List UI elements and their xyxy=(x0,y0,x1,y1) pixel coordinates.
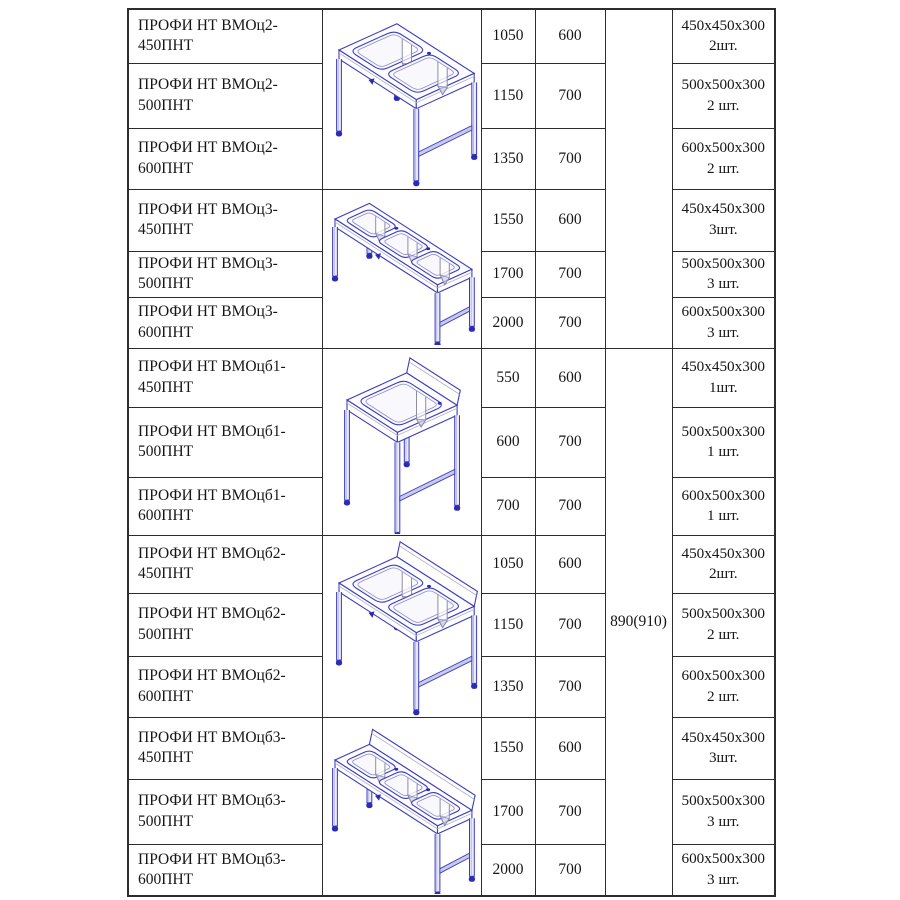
width-cell: 1150 xyxy=(481,63,535,128)
sink-3-bowl-drawing xyxy=(322,189,481,348)
bowl-dims: 450x450x300 xyxy=(681,728,766,746)
model-cell: ПРОФИ НТ ВМОц2-450ПНТ xyxy=(128,9,322,63)
depth-cell: 600 xyxy=(535,717,605,779)
bowl-qty: 2 шт. xyxy=(707,625,740,643)
bowl-dims: 450x450x300 xyxy=(681,200,766,218)
width-cell: 1150 xyxy=(481,593,535,656)
bowl-qty: 2 шт. xyxy=(707,687,740,705)
bowls-cell xyxy=(672,251,775,297)
bowls-cell xyxy=(672,63,775,128)
sink-3-bowl-backsplash-drawing xyxy=(322,717,481,896)
bowl-qty: 2 шт. xyxy=(707,96,740,114)
table-row xyxy=(128,348,775,407)
model-cell: ПРОФИ НТ ВМОцб1-600ПНТ xyxy=(128,477,322,535)
width-cell: 600 xyxy=(481,407,535,477)
table-row xyxy=(128,189,775,251)
bowls-cell xyxy=(672,297,775,348)
width-cell: 2000 xyxy=(481,297,535,348)
table-row xyxy=(128,535,775,593)
bowl-qty: 3 шт. xyxy=(707,275,740,293)
depth-cell: 700 xyxy=(535,128,605,189)
width-cell: 1050 xyxy=(481,535,535,593)
bowl-qty: 3 шт. xyxy=(707,323,740,341)
bowls-cell xyxy=(672,348,775,407)
bowl-dims: 600x500x300 xyxy=(681,667,766,685)
model-cell: ПРОФИ НТ ВМОц2-600ПНТ xyxy=(128,128,322,189)
width-cell: 1550 xyxy=(481,189,535,251)
model-cell: ПРОФИ НТ ВМОц3-600ПНТ xyxy=(128,297,322,348)
bowl-qty: 2шт. xyxy=(708,565,738,583)
bowl-dims: 600x500x300 xyxy=(681,486,766,504)
depth-cell: 600 xyxy=(535,348,605,407)
sink-drawing-canvas xyxy=(323,718,480,894)
bowls-cell xyxy=(672,189,775,251)
depth-cell: 700 xyxy=(535,297,605,348)
width-cell: 1550 xyxy=(481,717,535,779)
bowls-cell xyxy=(672,535,775,593)
width-cell: 700 xyxy=(481,477,535,535)
bowl-dims: 600x500x300 xyxy=(681,850,766,868)
bowl-dims: 600x500x300 xyxy=(681,303,766,321)
bowls-cell xyxy=(672,844,775,896)
model-cell: ПРОФИ НТ ВМОц3-500ПНТ xyxy=(128,251,322,297)
bowls-cell xyxy=(672,477,775,535)
depth-cell: 700 xyxy=(535,477,605,535)
product-spec-table xyxy=(127,8,776,897)
depth-cell: 700 xyxy=(535,779,605,844)
width-cell: 1350 xyxy=(481,128,535,189)
model-cell: ПРОФИ НТ ВМОц2-500ПНТ xyxy=(128,63,322,128)
bowls-cell xyxy=(672,9,775,63)
bowl-dims: 450x450x300 xyxy=(681,358,766,376)
bowl-dims: 450x450x300 xyxy=(681,16,766,34)
depth-cell: 700 xyxy=(535,251,605,297)
bowl-dims: 600x500x300 xyxy=(681,138,766,156)
bowls-cell xyxy=(672,407,775,477)
bowl-qty: 1 шт. xyxy=(707,443,740,461)
model-cell: ПРОФИ НТ ВМОцб2-500ПНТ xyxy=(128,593,322,656)
sink-2-bowl-backsplash-drawing xyxy=(322,535,481,717)
width-cell: 1350 xyxy=(481,656,535,717)
depth-cell: 700 xyxy=(535,656,605,717)
model-cell: ПРОФИ НТ ВМОцб1-450ПНТ xyxy=(128,348,322,407)
bowl-qty: 3 шт. xyxy=(707,812,740,830)
model-cell: ПРОФИ НТ ВМОцб1-500ПНТ xyxy=(128,407,322,477)
model-cell: ПРОФИ НТ ВМОцб2-450ПНТ xyxy=(128,535,322,593)
model-cell: ПРОФИ НТ ВМОцб3-450ПНТ xyxy=(128,717,322,779)
height-cell: 890(910) xyxy=(605,348,672,896)
sink-2-bowl-drawing xyxy=(322,9,481,189)
model-cell: ПРОФИ НТ ВМОц3-450ПНТ xyxy=(128,189,322,251)
bowl-dims: 500x500x300 xyxy=(681,254,766,272)
depth-cell: 700 xyxy=(535,844,605,896)
bowl-dims: 500x500x300 xyxy=(681,605,766,623)
table-row xyxy=(128,9,775,63)
bowl-qty: 1шт. xyxy=(708,378,738,396)
width-cell: 2000 xyxy=(481,844,535,896)
model-cell: ПРОФИ НТ ВМОцб3-600ПНТ xyxy=(128,844,322,896)
bowl-qty: 1 шт. xyxy=(707,507,740,525)
width-cell: 1700 xyxy=(481,779,535,844)
bowl-qty: 2шт. xyxy=(708,37,738,55)
bowls-cell xyxy=(672,128,775,189)
bowl-dims: 500x500x300 xyxy=(681,792,766,810)
bowl-dims: 450x450x300 xyxy=(681,544,766,562)
width-cell: 1700 xyxy=(481,251,535,297)
sink-drawing-canvas xyxy=(323,350,480,534)
width-cell: 550 xyxy=(481,348,535,407)
depth-cell: 700 xyxy=(535,407,605,477)
bowls-cell xyxy=(672,779,775,844)
width-cell: 1050 xyxy=(481,9,535,63)
sink-drawing-canvas xyxy=(323,193,480,345)
depth-cell: 600 xyxy=(535,9,605,63)
bowl-qty: 3шт. xyxy=(708,749,738,767)
bowl-qty: 2 шт. xyxy=(707,159,740,177)
bowl-dims: 500x500x300 xyxy=(681,75,766,93)
bowls-cell xyxy=(672,593,775,656)
bowl-qty: 3шт. xyxy=(708,221,738,238)
model-cell: ПРОФИ НТ ВМОцб3-500ПНТ xyxy=(128,779,322,844)
model-cell: ПРОФИ НТ ВМОцб2-600ПНТ xyxy=(128,656,322,717)
bowls-cell xyxy=(672,717,775,779)
depth-cell: 700 xyxy=(535,63,605,128)
depth-cell: 700 xyxy=(535,593,605,656)
bowl-qty: 3 шт. xyxy=(707,870,740,888)
height-cell-empty xyxy=(605,9,672,348)
bowls-cell xyxy=(672,656,775,717)
depth-cell: 600 xyxy=(535,535,605,593)
sink-1-bowl-backsplash-drawing xyxy=(322,348,481,535)
depth-cell: 600 xyxy=(535,189,605,251)
sink-drawing-canvas xyxy=(323,10,480,188)
bowl-dims: 500x500x300 xyxy=(681,422,766,440)
table-row xyxy=(128,717,775,779)
sink-drawing-canvas xyxy=(323,537,480,716)
